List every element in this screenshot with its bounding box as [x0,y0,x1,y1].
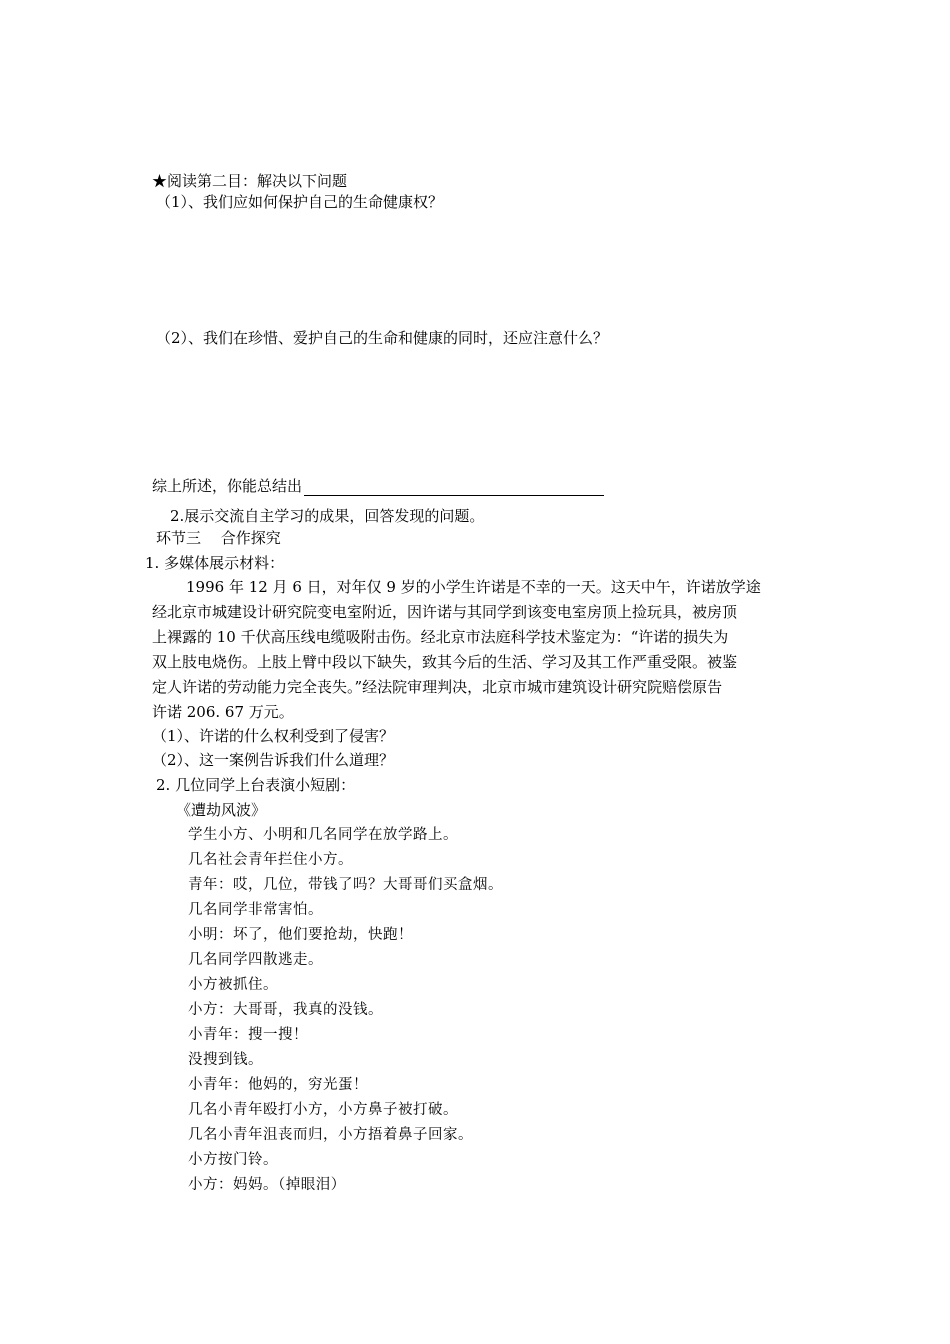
play-line: 小青年：搜一搜！ [188,1027,308,1043]
question-1: （1）、我们应如何保护自己的生命健康权？ [156,193,444,211]
case-line: 定人许诺的劳动能力完全丧失。”经法院审理判决，北京市城市建筑设计研究院赔偿原告 [152,678,723,696]
case-question-1: （1）、许诺的什么权利受到了侵害？ [152,727,395,745]
case-question-2: （2）、这一案例告诉我们什么道理？ [152,751,395,769]
item2-title: 2. 几位同学上台表演小短剧： [156,776,356,794]
play-line: 小方：大哥哥，我真的没钱。 [188,1002,383,1018]
play-line: 小青年：他妈的，穷光蛋！ [188,1077,368,1093]
play-line: 几名小青年沮丧而归，小方捂着鼻子回家。 [188,1127,473,1143]
summary-line [152,476,604,496]
case-line: 经北京市城建设计研究院变电室附近，因许诺与其同学到该变电室房顶上捡玩具，被房顶 [152,603,738,621]
case-line: 上裸露的 10 千伏高压线电缆吸附击伤。经北京市法庭科学技术鉴定为：“许诺的损失为 [152,628,729,646]
play-line: 没搜到钱。 [188,1052,263,1068]
case-line: 双上肢电烧伤。上肢上臂中段以下缺失，致其今后的生活、学习及其工作严重受限。被鉴 [152,653,738,671]
case-line: 许诺 206. 67 万元。 [152,703,294,721]
play-line: 小方被抓住。 [188,977,278,993]
play-line: 学生小方、小明和几名同学在放学路上。 [188,827,458,843]
play-line: 青年：哎，几位，带钱了吗？大哥哥们买盒烟。 [188,877,503,893]
question-2: （2）、我们在珍惜、爱护自己的生命和健康的同时，还应注意什么？ [156,329,609,347]
play-line: 几名社会青年拦住小方。 [188,852,353,868]
exchange-line: 2.展示交流自主学习的成果，回答发现的问题。 [170,507,485,525]
case-line: 1996 年 12 月 6 日，对年仅 9 岁的小学生许诺是不幸的一天。这天中午，许诺放学途 [186,578,761,596]
section3-title: 环节三 合作探究 [156,529,281,547]
play-line: 几名同学四散逃走。 [188,952,323,968]
play-line: 几名同学非常害怕。 [188,902,323,918]
play-line: 几名小青年殴打小方，小方鼻子被打破。 [188,1102,458,1118]
play-line: 小明：坏了，他们要抢劫，快跑！ [188,927,413,943]
play-title: 《遭劫风波》 [176,801,267,819]
summary-text: 综上所述，你能总结出 [152,477,303,495]
reading-section-title: ★阅读第二目：解决以下问题 [152,172,348,190]
summary-blank [304,479,604,496]
play-line: 小方：妈妈。（掉眼泪） [188,1177,346,1193]
item1-title: 1. 多媒体展示材料： [145,554,285,572]
play-line: 小方按门铃。 [188,1152,278,1168]
